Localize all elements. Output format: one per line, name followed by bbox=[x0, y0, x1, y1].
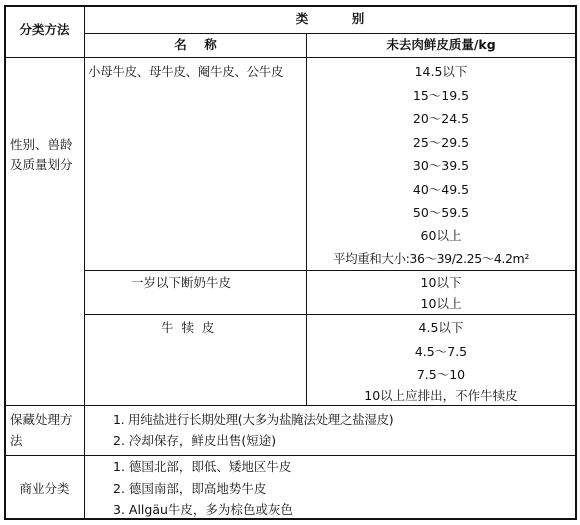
table-right-border bbox=[575, 5, 577, 520]
group2-bottom-rule bbox=[84, 314, 576, 315]
table-top-border bbox=[4, 5, 577, 7]
commercial-item: 1. 德国北部，即低、矮地区牛皮 bbox=[113, 459, 292, 474]
storage-item: 2. 冷却保存，鲜皮出售(短途) bbox=[113, 433, 277, 448]
mass-value: 7.5～10 bbox=[416, 367, 466, 382]
header-name: 名 称 bbox=[174, 37, 217, 52]
table-left-border bbox=[4, 5, 6, 520]
mass-value: 60以上 bbox=[420, 228, 462, 243]
mass-value: 10以上 bbox=[420, 296, 462, 311]
mass-value: 50～59.5 bbox=[412, 205, 470, 220]
group-name: 小母牛皮、母牛皮、阉牛皮、公牛皮 bbox=[88, 64, 284, 79]
section-commercial-label: 商业分类 bbox=[19, 481, 70, 496]
mass-value: 30～39.5 bbox=[412, 158, 470, 173]
mass-value: 25～29.5 bbox=[412, 135, 470, 150]
mass-value: 40～49.5 bbox=[412, 182, 470, 197]
section-storage-label-1: 保藏处理方 bbox=[10, 412, 73, 427]
group1-bottom-rule bbox=[84, 270, 576, 271]
commercial-item: 2. 德国南部，即高地势牛皮 bbox=[113, 481, 267, 496]
header-bottom-rule bbox=[4, 57, 576, 58]
section-storage-label-2: 法 bbox=[10, 433, 23, 448]
section-sex-label-1: 性别、兽龄 bbox=[10, 137, 73, 152]
header-subdivider bbox=[84, 33, 576, 34]
commercial-top-rule bbox=[4, 455, 576, 456]
method-column-divider bbox=[84, 5, 85, 520]
table-bottom-border bbox=[4, 518, 577, 520]
section-sex-label-2: 及质量划分 bbox=[10, 157, 73, 172]
mass-value: 15～19.5 bbox=[412, 88, 470, 103]
mass-value: 4.5以下 bbox=[418, 320, 464, 335]
mass-value: 14.5以下 bbox=[414, 64, 468, 79]
mass-value: 4.5～7.5 bbox=[414, 344, 468, 359]
header-mass: 未去肉鲜皮质量/kg bbox=[386, 37, 496, 52]
storage-item: 1. 用纯盐进行长期处理(大多为盐腌法处理之盐湿皮) bbox=[113, 412, 394, 427]
mass-average-note: 平均重和大小:36～39/2.25～4.2m² bbox=[333, 251, 529, 266]
mass-value: 20～24.5 bbox=[412, 111, 470, 126]
commercial-item: 3. Allgäu牛皮，多为棕色或灰色 bbox=[113, 502, 293, 517]
mass-value: 10以下 bbox=[420, 275, 462, 290]
group-name: 牛 犊 皮 bbox=[161, 320, 215, 335]
mass-value: 10以上应排出，不作牛犊皮 bbox=[364, 388, 518, 403]
group-name: 一岁以下断奶牛皮 bbox=[131, 275, 232, 290]
storage-top-rule bbox=[4, 405, 576, 406]
header-category: 类 别 bbox=[295, 11, 365, 26]
header-method: 分类方法 bbox=[19, 22, 70, 37]
